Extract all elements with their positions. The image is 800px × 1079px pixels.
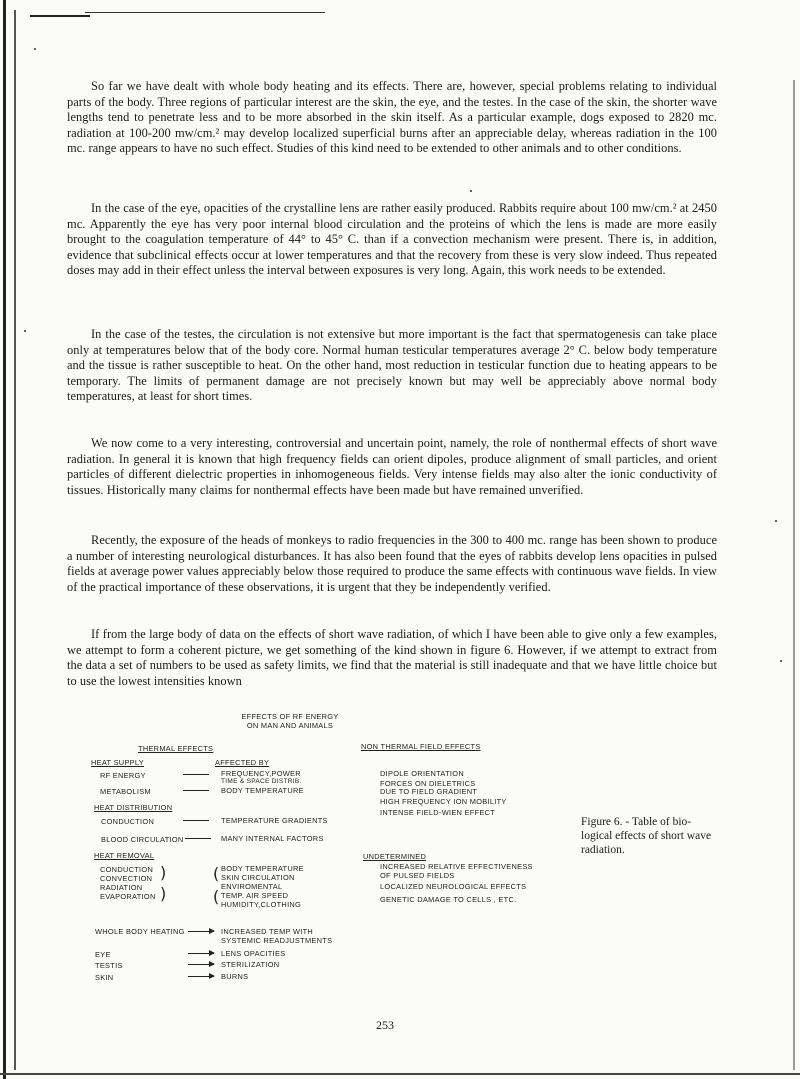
- caption-line: Figure 6. - Table of bio-: [581, 816, 692, 828]
- figure-title-line1: EFFECTS OF RF ENERGY: [241, 712, 339, 721]
- page-edge-top-curve: [85, 12, 325, 13]
- increased-temp-label: INCREASED TEMP WITH: [221, 927, 314, 936]
- temperature-gradients-label: TEMPERATURE GRADIENTS: [221, 816, 328, 825]
- body-temperature-label: BODY TEMPERATURE: [221, 786, 304, 795]
- time-space-label: TIME & SPACE DISTRIB.: [221, 778, 302, 785]
- metabolism-label: METABOLISM: [100, 787, 151, 796]
- conduction-removal-label: CONDUCTION: [100, 865, 154, 874]
- skin-label: SKIN: [95, 973, 114, 982]
- localized-neurological-label: LOCALIZED NEUROLOGICAL EFFECTS: [380, 882, 527, 891]
- blood-circulation-label: BLOOD CIRCULATION: [101, 835, 184, 844]
- caption-line: logical effects of short wave: [581, 830, 712, 842]
- increased-relative-label: INCREASED RELATIVE EFFECTIVENESS: [380, 862, 533, 871]
- temp-air-speed-label: TEMP. AIR SPEED: [221, 891, 289, 900]
- rf-energy-label: RF ENERGY: [100, 771, 146, 780]
- lens-opacities-label: LENS OPACITIES: [221, 949, 286, 958]
- testis-label: TESTIS: [95, 961, 123, 970]
- paragraph-eye: In the case of the eye, opacities of the crystalline lens are rather easily produced. Rabbits require about 100 mw/cm.² at 2450 mc. Apparently the eye has very poor internal blood circulation and the proteins of which the lens is made are more easily brought to the coagulation temperature of 44° to 45° C. than if a convection mechanism were present. There is, in addition, evidence that subclinical effects occur at lower temperatures and that the recovery from these is very slow indeed. Thus repeated doses may add in their effect unless the interval between exposures is very long. Again, this work needs to be extended.: [67, 201, 717, 277]
- affected-by-label: AFFECTED BY: [215, 758, 270, 767]
- evaporation-label: EVAPORATION: [100, 892, 156, 901]
- left-brace-icon: (: [213, 887, 220, 906]
- paragraph-skin: So far we have dealt with whole body heating and its effects. There are, however, special problems relating to individual parts of the body. Three regions of particular interest are the skin, the eye, and the testes. In the case of the skin, the shorter wave lengths tend to penetrate less and to be more absorbed in the skin itself. As a particular example, dogs exposed to 2820 mc. radiation at 100-200 mw/cm.² may develop localized superficial burns after an appreciable delay, whereas radiation in the 100 mc. range appears to have no such effect. Studies of this kind need to be extended to other animals and to other conditions.: [67, 79, 717, 155]
- connector-dash: [183, 774, 209, 775]
- forces-dielectrics-label: FORCES ON DIELETRICS: [380, 779, 476, 788]
- many-internal-factors-label: MANY INTERNAL FACTORS: [221, 834, 324, 843]
- caption-line: radiation.: [581, 844, 625, 856]
- scan-speck: [34, 48, 36, 50]
- connector-dash: [183, 820, 209, 821]
- genetic-damage-label: GENETIC DAMAGE TO CELLS , ETC.: [380, 895, 517, 904]
- figure-title-line2: ON MAN AND ANIMALS: [246, 721, 334, 730]
- right-brace-icon: ): [160, 863, 167, 882]
- whole-body-heating-label: WHOLE BODY HEATING: [95, 927, 185, 936]
- paragraph-coherent-picture: If from the large body of data on the effects of short wave radiation, of which I have been able to give only a few examples, we attempt to form a coherent picture, we get something of the kind shown in figure 6. However, if we attempt to extract from the data a set of numbers to be used as safety limits, we find that the material is still inadequate and that we have little choice but to use the lowest intensities known: [67, 627, 717, 688]
- paragraph-monkeys: Recently, the exposure of the heads of monkeys to radio frequencies in the 300 to 400 mc. range has been shown to produce a number of interesting neurological disturbances. It has also been found that the eyes of rabbits develop lens opacities in pulsed fields at average power values appreciably below those required to produce the same effects with continuous wave fields. In view of the practical importance of these observations, it is urgent that they be independently verified.: [67, 533, 717, 594]
- connector-dash: [185, 838, 211, 839]
- convection-label: CONVECTION: [100, 874, 153, 883]
- eye-label: EYE: [95, 950, 111, 959]
- field-gradient-label: DUE TO FIELD GRADIENT: [380, 787, 478, 796]
- page-edge-left-inner: [14, 10, 16, 1070]
- frequency-power-label: FREQUENCY,POWER: [221, 769, 301, 778]
- paragraph-nonthermal: We now come to a very interesting, controversial and uncertain point, namely, the role of nonthermal effects of short wave radiation. In general it is known that high frequency fields can orient dipoles, produce alignment of small particles, and orient particles of different dielectric properties in inhomogeneous fields. Very intense fields may also alter the ionic conductivity of tissues. Historically many claims for nonthermal effects have been made but have remained unverified.: [67, 436, 717, 497]
- page-edge-left: [3, 0, 6, 1079]
- page-edge-right: [793, 80, 795, 1070]
- figure-caption: [579, 815, 724, 857]
- page-edge-bottom: [0, 1073, 800, 1075]
- sterilization-label: STERILIZATION: [221, 960, 280, 969]
- scan-speck: [24, 330, 26, 332]
- humidity-clothing-label: HUMIDITY,CLOTHING: [221, 900, 302, 909]
- arrow-right-icon: [188, 931, 214, 932]
- page-edge-top: [30, 15, 90, 17]
- scan-speck: [775, 520, 777, 522]
- right-brace-icon: ): [160, 884, 167, 903]
- nonthermal-effects-header: NON THERMAL FIELD EFFECTS: [361, 742, 481, 751]
- arrow-right-icon: [188, 953, 214, 954]
- dipole-orientation-label: DIPOLE ORIENTATION: [380, 769, 464, 778]
- heat-removal-label: HEAT REMOVAL: [94, 851, 155, 860]
- undetermined-label: UNDETERMINED: [363, 852, 427, 861]
- scan-speck: [780, 660, 782, 662]
- left-brace-icon: (: [213, 864, 220, 883]
- environmental-label: ENVIROMENTAL: [221, 882, 283, 891]
- thermal-effects-header: THERMAL EFFECTS: [138, 744, 214, 753]
- systemic-readjustments-label: SYSTEMIC READJUSTMENTS: [221, 936, 333, 945]
- wien-effect-label: INTENSE FIELD-WIEN EFFECT: [380, 808, 496, 817]
- body-temperature-removal-label: BODY TEMPERATURE: [221, 864, 304, 873]
- page-number: 253: [376, 1018, 394, 1032]
- burns-label: BURNS: [221, 972, 249, 981]
- arrow-right-icon: [188, 976, 214, 977]
- scan-speck: [470, 190, 472, 192]
- pulsed-fields-label: OF PULSED FIELDS: [380, 871, 455, 880]
- arrow-right-icon: [188, 964, 214, 965]
- skin-circulation-label: SKIN CIRCULATION: [221, 873, 295, 882]
- connector-dash: [183, 790, 209, 791]
- heat-distribution-label: HEAT DISTRIBUTION: [94, 803, 173, 812]
- paragraph-testes: In the case of the testes, the circulation is not extensive but more important is the fact that spermatogenesis can take place only at temperatures below that of the body core. Normal human testicular temperatures average 2° C. below body temperature and the tissue is rather susceptible to heat. On the other hand, most reduction in testicular function due to heating appears to be temporary. The limits of permanent damage are not precisely known but may well be appreciably above normal body temperatures, at least for short times.: [67, 327, 717, 403]
- heat-supply-label: HEAT SUPPLY: [91, 758, 144, 767]
- conduction-label: CONDUCTION: [101, 817, 155, 826]
- radiation-label: RADIATION: [100, 883, 143, 892]
- ion-mobility-label: HIGH FREQUENCY ION MOBILITY: [380, 797, 507, 806]
